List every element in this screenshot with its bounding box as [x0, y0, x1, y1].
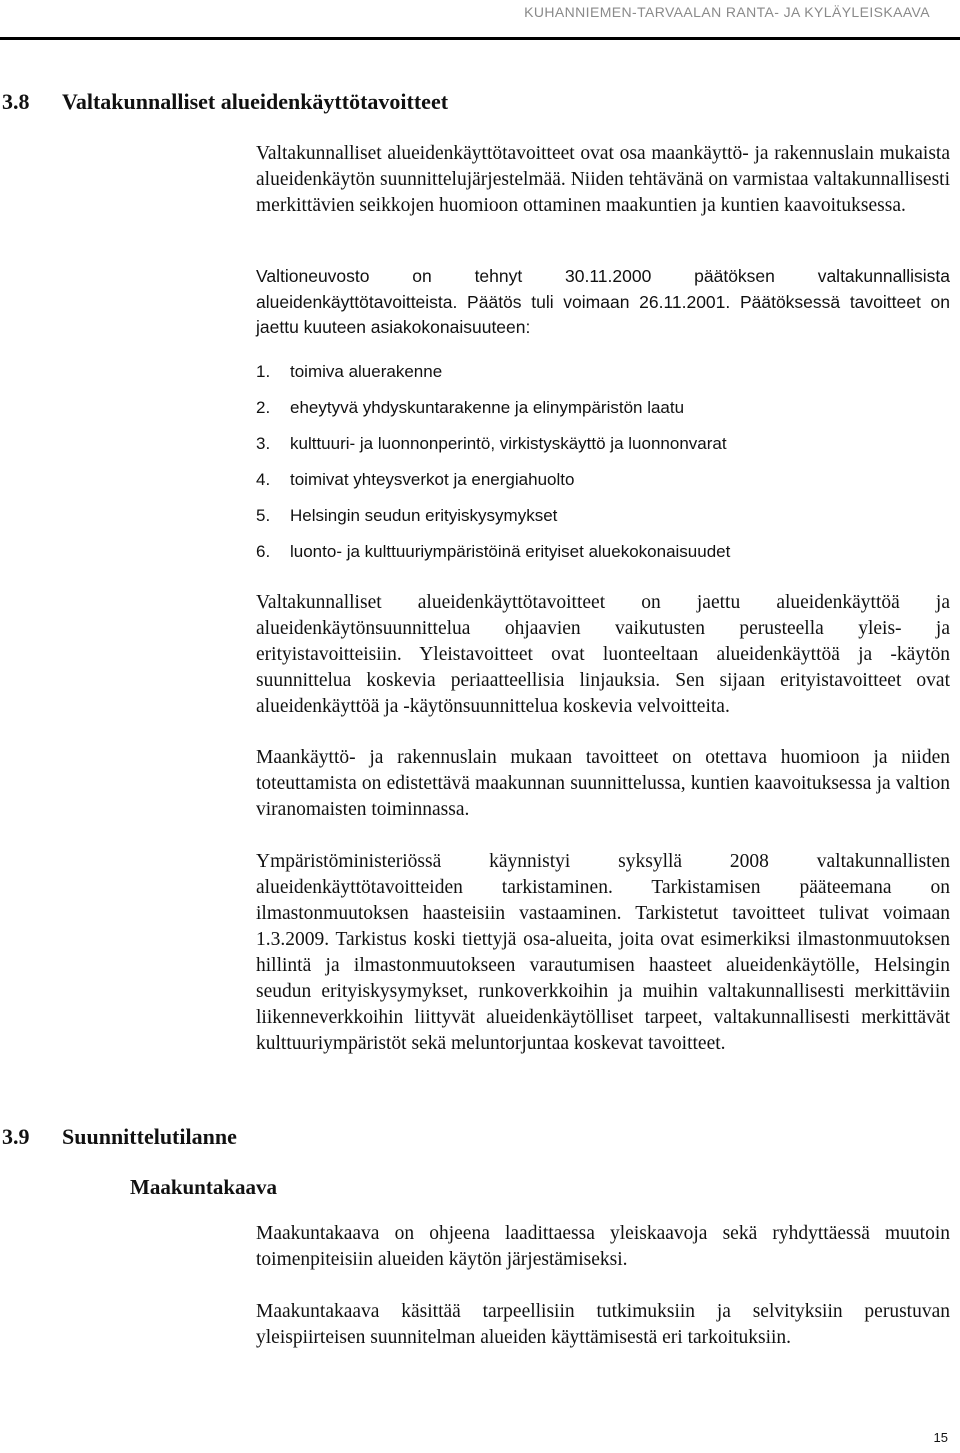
section-3-9-title: Suunnittelutilanne [62, 1124, 237, 1149]
section-3-9-paragraph-1: Maakuntakaava on ohjeena laadittaessa yleiskaavoja sekä ryhdyttäessä muutoin toimenpiteisiin alueiden käytön järjestämiseksi. [256, 1223, 950, 1270]
list-item: 6. luonto- ja kulttuuriympäristöinä erityiset aluekokonaisuudet [256, 542, 731, 561]
section-3-8-paragraph-3: Valtakunnalliset alueidenkäyttötavoitteet on jaettu alueidenkäyttöä ja alueidenkäytönsuunnittelua ohjaavien vaikutusten perusteella yleis- ja erityistavoitteisiin. Yleistavoitteet ovat luonteeltaan alueidenkäyttöä ja -käytön suunnittelua koskevia periaatteellisia linjauksia. Sen sijaan erityistavoitteet ovat alueidenkäyttöä ja -käytönsuunnittelua koskevia velvoitteita. [256, 592, 950, 717]
running-header: KUHANNIEMEN-TARVAALAN RANTA- JA KYLÄYLEISKAAVA [524, 4, 930, 20]
header-rule [0, 37, 960, 40]
maakuntakaava-subheading: Maakuntakaava [130, 1175, 278, 1199]
list-item: 4. toimivat yhteysverkot ja energiahuolto [256, 470, 575, 489]
section-3-8-paragraph-5: Ympäristöministeriössä käynnistyi syksyllä 2008 valtakunnallisten alueidenkäyttötavoitteiden tarkistaminen. Tarkistamisen pääteemana on ilmastonmuutoksen haasteisiin vastaaminen. Tarkistetut tavoitteet tulivat voimaan 1.3.2009. Tarkistus koski tiettyjä osa-alueita, joita ovat esimerkiksi ilmastonmuutoksen hillintä ja ilmastonmuutokseen varautumisen haasteet alueidenkäytölle, Helsingin seudun erityiskysymykset, runkoverkkoihin ja muihin valtakunnallisesti merkittäviin liikenneverkkoihin liittyvät alueidenkäytölliset tarpeet, valtakunnallisesti merkittävät kulttuuriympäristöt sekä meluntorjuntaa koskevat tavoitteet. [256, 851, 950, 1054]
section-3-8-paragraph-1: Valtakunnalliset alueidenkäyttötavoitteet ovat osa maankäyttö- ja rakennuslain mukaista alueidenkäytön suunnittelujärjestelmää. Niiden tehtävänä on varmistaa valtakunnallisesti merkittävien seikkojen huomioon ottaminen maakuntien ja kuntien kaavoituksessa. [256, 143, 950, 216]
section-3-8-paragraph-2: Valtioneuvosto on tehnyt 30.11.2000 päätöksen valtakunnallisista alueidenkäyttötavoitteista. Päätös tuli voimaan 26.11.2001. Päätöksessä tavoitteet on jaettu kuuteen asiakokonaisuuteen: [256, 266, 950, 337]
section-3-9-number: 3.9 [2, 1124, 30, 1149]
list-item: 2. eheytyvä yhdyskuntarakenne ja elinympäristön laatu [256, 398, 685, 417]
section-3-8-paragraph-4: Maankäyttö- ja rakennuslain mukaan tavoitteet on otettava huomioon ja niiden toteuttamista on edistettävä maakunnan suunnittelussa, kuntien kaavoituksessa ja valtion viranomaisten toiminnassa. [256, 747, 950, 820]
section-3-8-number: 3.8 [2, 89, 30, 114]
section-3-9-paragraph-2: Maakuntakaava käsittää tarpeellisiin tutkimuksiin ja selvityksiin perustuvan yleispiirteisen suunnitelman alueiden käyttämisestä eri tarkoituksiin. [256, 1301, 950, 1348]
list-item: 5. Helsingin seudun erityiskysymykset [256, 506, 558, 525]
list-item: 3. kulttuuri- ja luonnonperintö, virkistyskäyttö ja luonnonvarat [256, 434, 727, 453]
page-number: 15 [933, 1430, 948, 1445]
objectives-list [256, 359, 730, 575]
list-item: 1. toimiva aluerakenne [256, 362, 443, 381]
section-3-8-title: Valtakunnalliset alueidenkäyttötavoitteet [62, 89, 449, 114]
